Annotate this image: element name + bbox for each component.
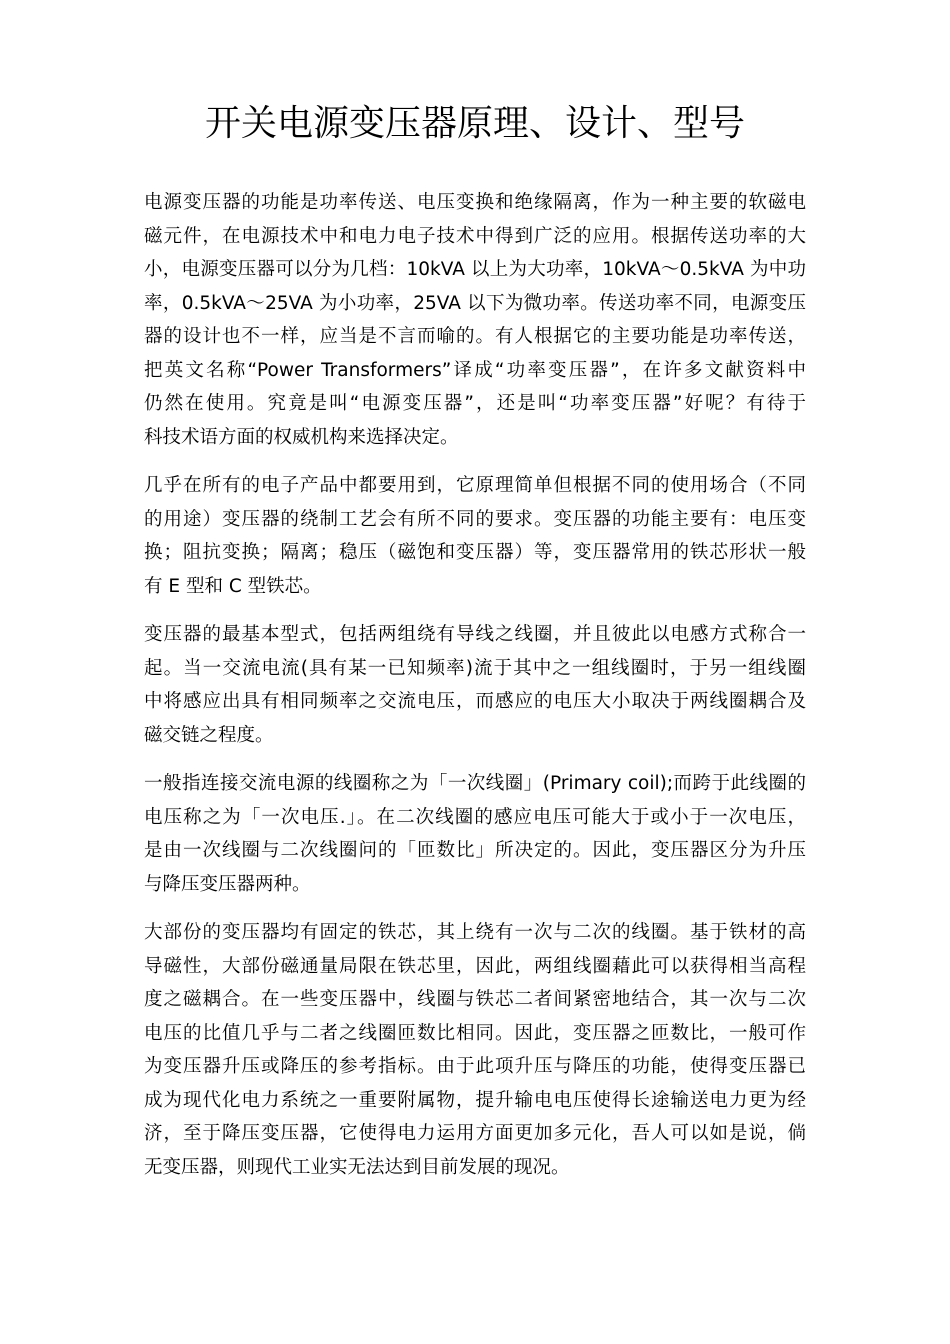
paragraph-2 — [144, 469, 806, 603]
text-line: 与降压变压器两种。 — [144, 873, 311, 895]
text-line: 无变压器，则现代工业实无法达到目前发展的现况。 — [144, 1156, 570, 1178]
text-line: 器的设计也不一样，应当是不言而喻的。有人根据它的主要功能是功率传送， — [144, 326, 806, 347]
text-line: 小，电源变压器可以分为几档：10kVA 以上为大功率，10kVA～0.5kVA 为中功 — [144, 259, 806, 280]
text-line: 磁元件，在电源技术中和电力电子技术中得到广泛的应用。根据传送功率的大 — [144, 225, 806, 247]
text-line: 电源变压器的功能是功率传送、电压变换和绝缘隔离，作为一种主要的软磁电 — [144, 192, 806, 213]
paragraph-1 — [144, 186, 806, 454]
text-line: 科技术语方面的权威机构来选择决定。 — [144, 426, 459, 448]
text-line: 率，0.5kVA～25VA 为小功率，25VA 以下为微功率。传送功率不同，电源变压 — [144, 292, 806, 314]
text-line: 大部份的变压器均有固定的铁芯，其上绕有一次与二次的线圈。基于铁材的高 — [144, 922, 806, 943]
text-line: 起。当一交流电流(具有某一已知频率)流于其中之一组线圈时，于另一组线圈 — [144, 657, 806, 679]
text-line: 磁交链之程度。 — [144, 724, 274, 746]
text-line: 换；阻抗变换；隔离；稳压（磁饱和变压器）等，变压器常用的铁芯形状一般 — [144, 542, 806, 563]
text-line: 变压器的最基本型式，包括两组绕有导线之线圈，并且彼此以电感方式称合一 — [144, 624, 806, 645]
text-line: 几乎在所有的电子产品中都要用到，它原理简单但根据不同的使用场合（不同 — [144, 475, 806, 496]
text-line: 的用途）变压器的绕制工艺会有所不同的要求。变压器的功能主要有：电压变 — [144, 508, 806, 530]
document-body — [144, 186, 806, 1199]
text-line: 一般指连接交流电源的线圈称之为「一次线圈」(Primary coil);而跨于此线圈的 — [144, 773, 806, 794]
paragraph-4 — [144, 767, 806, 901]
text-line: 电压的比值几乎与二者之线圈匝数比相同。因此，变压器之匝数比，一般可作 — [144, 1022, 806, 1044]
text-line: 济，至于降压变压器，它使得电力运用方面更加多元化，吾人可以如是说，倘 — [144, 1123, 806, 1144]
text-line: 仍然在使用。究竟是叫“电源变压器”，还是叫“功率变压器”好呢？有待于 — [144, 393, 806, 414]
paragraph-5 — [144, 916, 806, 1184]
text-line: 导磁性，大部份磁通量局限在铁芯里，因此，两组线圈藉此可以获得相当高程 — [144, 955, 806, 977]
paragraph-3 — [144, 618, 806, 752]
text-line: 电压称之为「一次电压.」。在二次线圈的感应电压可能大于或小于一次电压， — [144, 806, 806, 828]
text-line: 中将感应出具有相同频率之交流电压，而感应的电压大小取决于两线圈耦合及 — [144, 691, 806, 712]
document-title: 开关电源变压器原理、设计、型号 — [204, 103, 745, 144]
text-line: 是由一次线圈与二次线圈问的「匝数比」所决定的。因此，变压器区分为升压 — [144, 840, 806, 861]
text-line: 把英文名称“Power Transformers”译成“功率变压器”，在许多文献资料中 — [144, 359, 806, 381]
text-line: 有 E 型和 C 型铁芯。 — [144, 575, 322, 597]
text-line: 为变压器升压或降压的参考指标。由于此项升压与降压的功能，使得变压器已 — [144, 1056, 806, 1077]
text-line: 成为现代化电力系统之一重要附属物，提升输电电压使得长途输送电力更为经 — [144, 1089, 806, 1111]
text-line: 度之磁耦合。在一些变压器中，线圈与铁芯二者间紧密地结合，其一次与二次 — [144, 989, 806, 1010]
